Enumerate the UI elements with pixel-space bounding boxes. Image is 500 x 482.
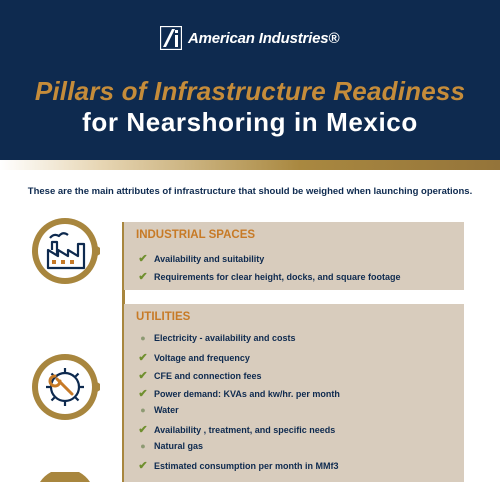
american-industries-logo-icon (160, 26, 182, 50)
list-item: ✔ Estimated consumption per month in MMf3 (138, 460, 339, 472)
bullet-dot-icon: ● (140, 441, 146, 451)
gear-wrench-icon (30, 352, 100, 422)
check-icon: ✔ (138, 388, 148, 400)
check-icon: ✔ (138, 460, 148, 472)
header-banner (0, 0, 500, 160)
list-item: ✔ Requirements for clear height, docks, and square footage (138, 271, 401, 283)
check-icon: ✔ (138, 253, 148, 265)
factory-icon (30, 216, 100, 286)
section-title: INDUSTRIAL SPACES (136, 229, 256, 241)
page-title-line2: for Nearshoring in Mexico (82, 107, 418, 137)
check-icon: ✔ (138, 424, 148, 436)
next-section-icon (30, 472, 100, 482)
section-industrial-spaces (124, 222, 464, 290)
list-item: ✔ Voltage and frequency (138, 352, 250, 364)
check-icon: ✔ (138, 352, 148, 364)
brand-logo[interactable] (160, 26, 339, 50)
check-icon: ✔ (138, 271, 148, 283)
section-title: UTILITIES (136, 311, 191, 323)
header-divider (0, 160, 500, 170)
list-item: ✔ Availability and suitability (138, 253, 265, 265)
bullet-dot-icon: ● (140, 405, 146, 415)
check-icon: ✔ (138, 370, 148, 382)
list-item: ✔ CFE and connection fees (138, 370, 262, 382)
bullet-dot-icon: ● (140, 333, 146, 343)
intro-text: These are the main attributes of infrastructure that should be weighed when launching operations. (27, 186, 473, 197)
list-item: ● Natural gas (138, 441, 203, 451)
section-utilities (124, 304, 464, 482)
list-item: ● Electricity - availability and costs (138, 333, 296, 343)
list-item: ● Water (138, 405, 179, 415)
brand-name: American Industries® (188, 29, 340, 47)
list-item: ✔ Availability , treatment, and specific needs (138, 424, 336, 436)
page-title-line1: Pillars of Infrastructure Readiness (34, 76, 466, 106)
list-item: ✔ Power demand: KVAs and kw/hr. per month (138, 388, 340, 400)
